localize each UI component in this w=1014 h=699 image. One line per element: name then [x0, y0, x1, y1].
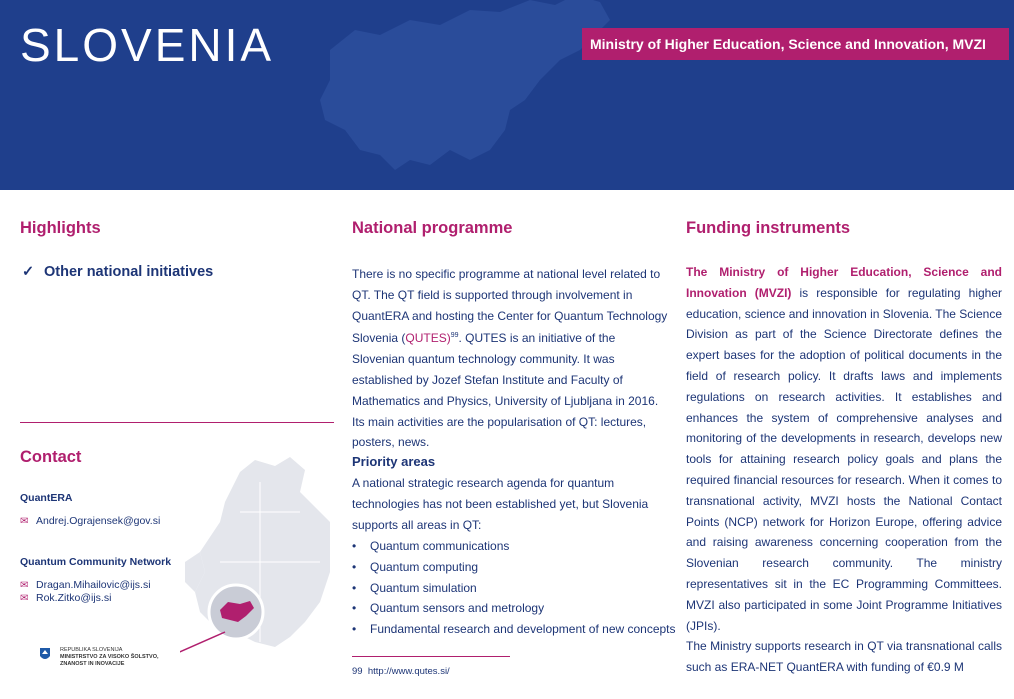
email-address[interactable]: Dragan.Mihailovic@ijs.si [36, 579, 151, 591]
funding-heading: Funding instruments [686, 219, 851, 237]
footnote: 99 http://www.qutes.si/ [352, 666, 450, 677]
priority-areas-text: A national strategic research agenda for quantum technologies has not been established yet, but Slovenia supports all areas in QT: [352, 476, 649, 532]
header-banner [0, 0, 1014, 190]
section-divider [20, 422, 334, 423]
footnote-divider [352, 656, 510, 657]
list-item: • Quantum simulation [352, 578, 676, 599]
contact-email[interactable] [20, 579, 151, 591]
envelope-icon: ✉ [20, 593, 29, 604]
list-item: • Fundamental research and development of new concepts [352, 619, 676, 640]
priority-areas-list [352, 536, 676, 640]
highlights-heading: Highlights [20, 219, 101, 237]
email-address[interactable]: Andrej.Ograjensek@gov.si [36, 515, 161, 527]
footnote-ref[interactable]: 99 [450, 332, 459, 340]
list-item: • Quantum sensors and metrology [352, 598, 676, 619]
highlight-item [22, 264, 213, 280]
qutes-link[interactable]: QUTES) [405, 331, 451, 346]
contact-group-name: Quantum Community Network [20, 556, 172, 568]
logo-text-line: REPUBLIKA SLOVENIJA [60, 647, 123, 653]
contact-heading: Contact [20, 448, 82, 466]
national-programme-text: There is no specific programme at national level related to QT. The QT field is supported through involvement in QuantERA and hosting the Center for Quantum Technology Slovenia (QUTES)$^{99}$. QUTES is an initiative of the Slovenian quantum technology community. It was established by Jozef Stefan Institute and Faculty of Mathematics and Physics, University of Ljubljana in 2016. Its main activities are the popularisation of QT: lectures, posters, news. [352, 267, 668, 450]
list-item: • Quantum communications [352, 536, 676, 557]
footnote-link[interactable]: http://www.qutes.si/ [367, 666, 450, 677]
logo-text-line: MINISTRSTVO ZA VISOKO ŠOLSTVO, [60, 654, 159, 660]
checkmark-icon: ✓ [22, 264, 35, 280]
contact-email[interactable] [20, 515, 160, 527]
email-address[interactable]: Rok.Zitko@ijs.si [36, 592, 112, 604]
contact-group-name: QuantERA [20, 492, 73, 504]
funding-text-2: The Ministry supports research in QT via transnational calls such as ERA-NET QuantERA with funding of €0.9 M [686, 639, 1002, 674]
envelope-icon: ✉ [20, 580, 29, 591]
funding-text: The Ministry of Higher Education, Science and Innovation (MVZI) is responsible for regulating higher education, science and innovation in Slovenia. The Science Division as part of the Science Directorate defines the expert bases for the adoption of political documents in the field of research policy. It drafts laws and implements regulations on research activities. It establishes and enhances the system of comprehensive analyses and monitoring of the developments in research, develops new tools for attaining research policy goals and plans the required financial resources for research. When it comes to transnational activity, MVZI hosts the National Contact Points (NCP) network for Horizon Europe, offering advice and raising awareness concerning cooperation from the Slovenian research community. The ministry representatives sit in the EC Programming Committees. MVZI also participated in some Joint Programme Initiatives (JPIs). [686, 265, 1002, 633]
coat-of-arms-icon [40, 648, 50, 662]
ministry-label: Ministry of Higher Education, Science and Innovation, MVZI [582, 28, 1009, 60]
national-programme-heading: National programme [352, 219, 513, 237]
logo-text-line: ZNANOST IN INOVACIJE [60, 661, 125, 667]
contact-email[interactable] [20, 592, 111, 604]
list-item: • Quantum computing [352, 557, 676, 578]
priority-areas-heading: Priority areas [352, 454, 436, 469]
ministry-name: The Ministry of Higher Education, Science and Innovation (MVZI) [686, 265, 1002, 300]
europe-map-illustration [180, 452, 335, 677]
envelope-icon: ✉ [20, 516, 29, 527]
country-title: SLOVENIA [20, 19, 275, 71]
highlight-item-label: Other national initiatives [44, 264, 214, 280]
